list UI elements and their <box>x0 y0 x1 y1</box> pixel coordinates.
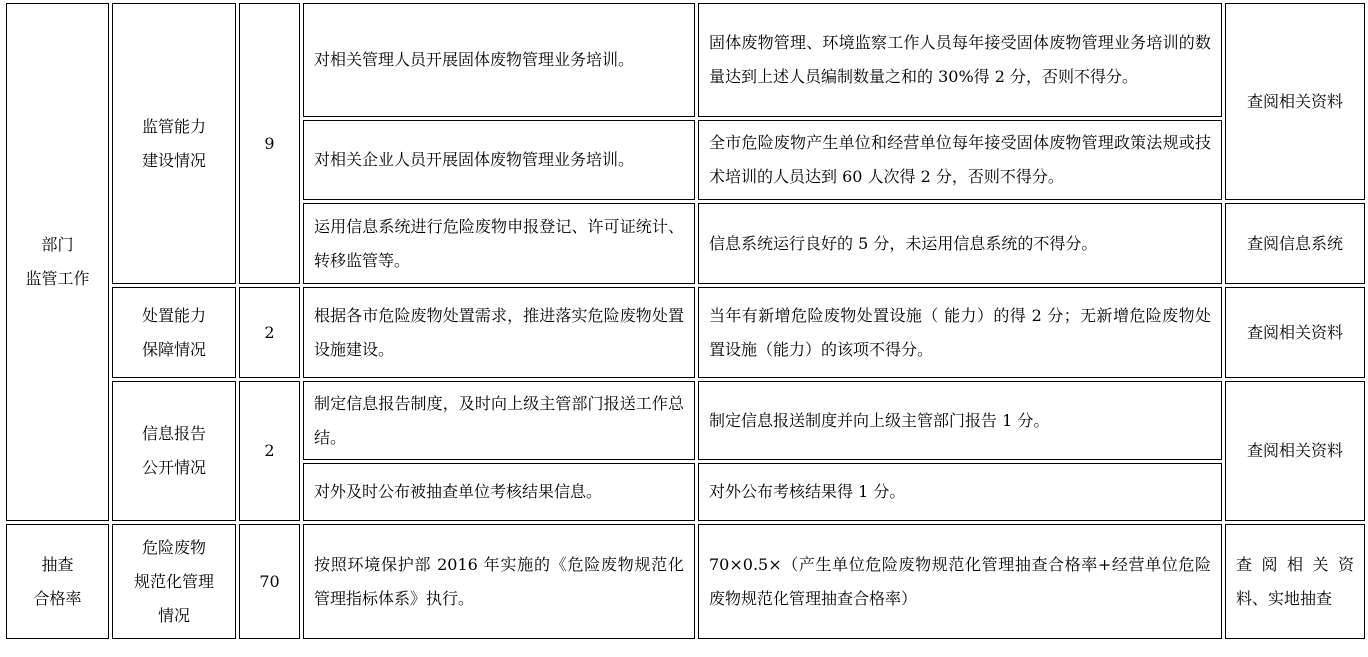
item-name-cell: 信息报告 公开情况 <box>112 381 236 521</box>
requirement-cell: 按照环境保护部 2016 年实施的《危险废物规范化管理指标体系》执行。 <box>303 524 695 639</box>
category-cell: 部门 监管工作 <box>6 3 109 521</box>
method-cell: 查阅信息系统 <box>1225 203 1365 284</box>
table-row <box>6 381 1365 460</box>
method-cell: 查阅相关资料 <box>1225 381 1365 521</box>
criteria-cell: 70×0.5×（产生单位危险废物规范化管理抽查合格率+经营单位危险废物规范化管理抽查合格率） <box>698 524 1222 639</box>
requirement-cell: 根据各市危险废物处置需求，推进落实危险废物处置设施建设。 <box>303 287 695 378</box>
criteria-cell: 固体废物管理、环境监察工作人员每年接受固体废物管理业务培训的数量达到上述人员编制数量之和的 30%得 2 分，否则不得分。 <box>698 3 1222 117</box>
score-cell: 70 <box>239 524 300 639</box>
method-cell: 查阅相关资料 <box>1225 287 1365 378</box>
table-row <box>6 3 1365 117</box>
requirement-cell: 制定信息报告制度，及时向上级主管部门报送工作总结。 <box>303 381 695 460</box>
criteria-cell: 当年有新增危险废物处置设施（ 能力）的得 2 分；无新增危险废物处置设施（能力）的该项不得分。 <box>698 287 1222 378</box>
item-name-cell: 处置能力 保障情况 <box>112 287 236 378</box>
score-cell: 2 <box>239 287 300 378</box>
table-row <box>6 287 1365 378</box>
item-name-cell: 危险废物 规范化管理 情况 <box>112 524 236 639</box>
requirement-cell: 运用信息系统进行危险废物申报登记、许可证统计、转移监管等。 <box>303 203 695 284</box>
assessment-table <box>3 0 1368 642</box>
requirement-cell: 对相关企业人员开展固体废物管理业务培训。 <box>303 120 695 200</box>
criteria-cell: 制定信息报送制度并向上级主管部门报告 1 分。 <box>698 381 1222 460</box>
method-cell: 查 阅 相 关 资 料、实地抽查 <box>1225 524 1365 639</box>
method-cell: 查阅相关资料 <box>1225 3 1365 200</box>
table-row <box>6 524 1365 639</box>
requirement-cell: 对外及时公布被抽查单位考核结果信息。 <box>303 463 695 521</box>
score-cell: 2 <box>239 381 300 521</box>
score-cell: 9 <box>239 3 300 284</box>
criteria-cell: 信息系统运行良好的 5 分，未运用信息系统的不得分。 <box>698 203 1222 284</box>
item-name-cell: 监管能力 建设情况 <box>112 3 236 284</box>
category-cell: 抽查 合格率 <box>6 524 109 639</box>
requirement-cell: 对相关管理人员开展固体废物管理业务培训。 <box>303 3 695 117</box>
criteria-cell: 对外公布考核结果得 1 分。 <box>698 463 1222 521</box>
criteria-cell: 全市危险废物产生单位和经营单位每年接受固体废物管理政策法规或技术培训的人员达到 60 人次得 2 分，否则不得分。 <box>698 120 1222 200</box>
